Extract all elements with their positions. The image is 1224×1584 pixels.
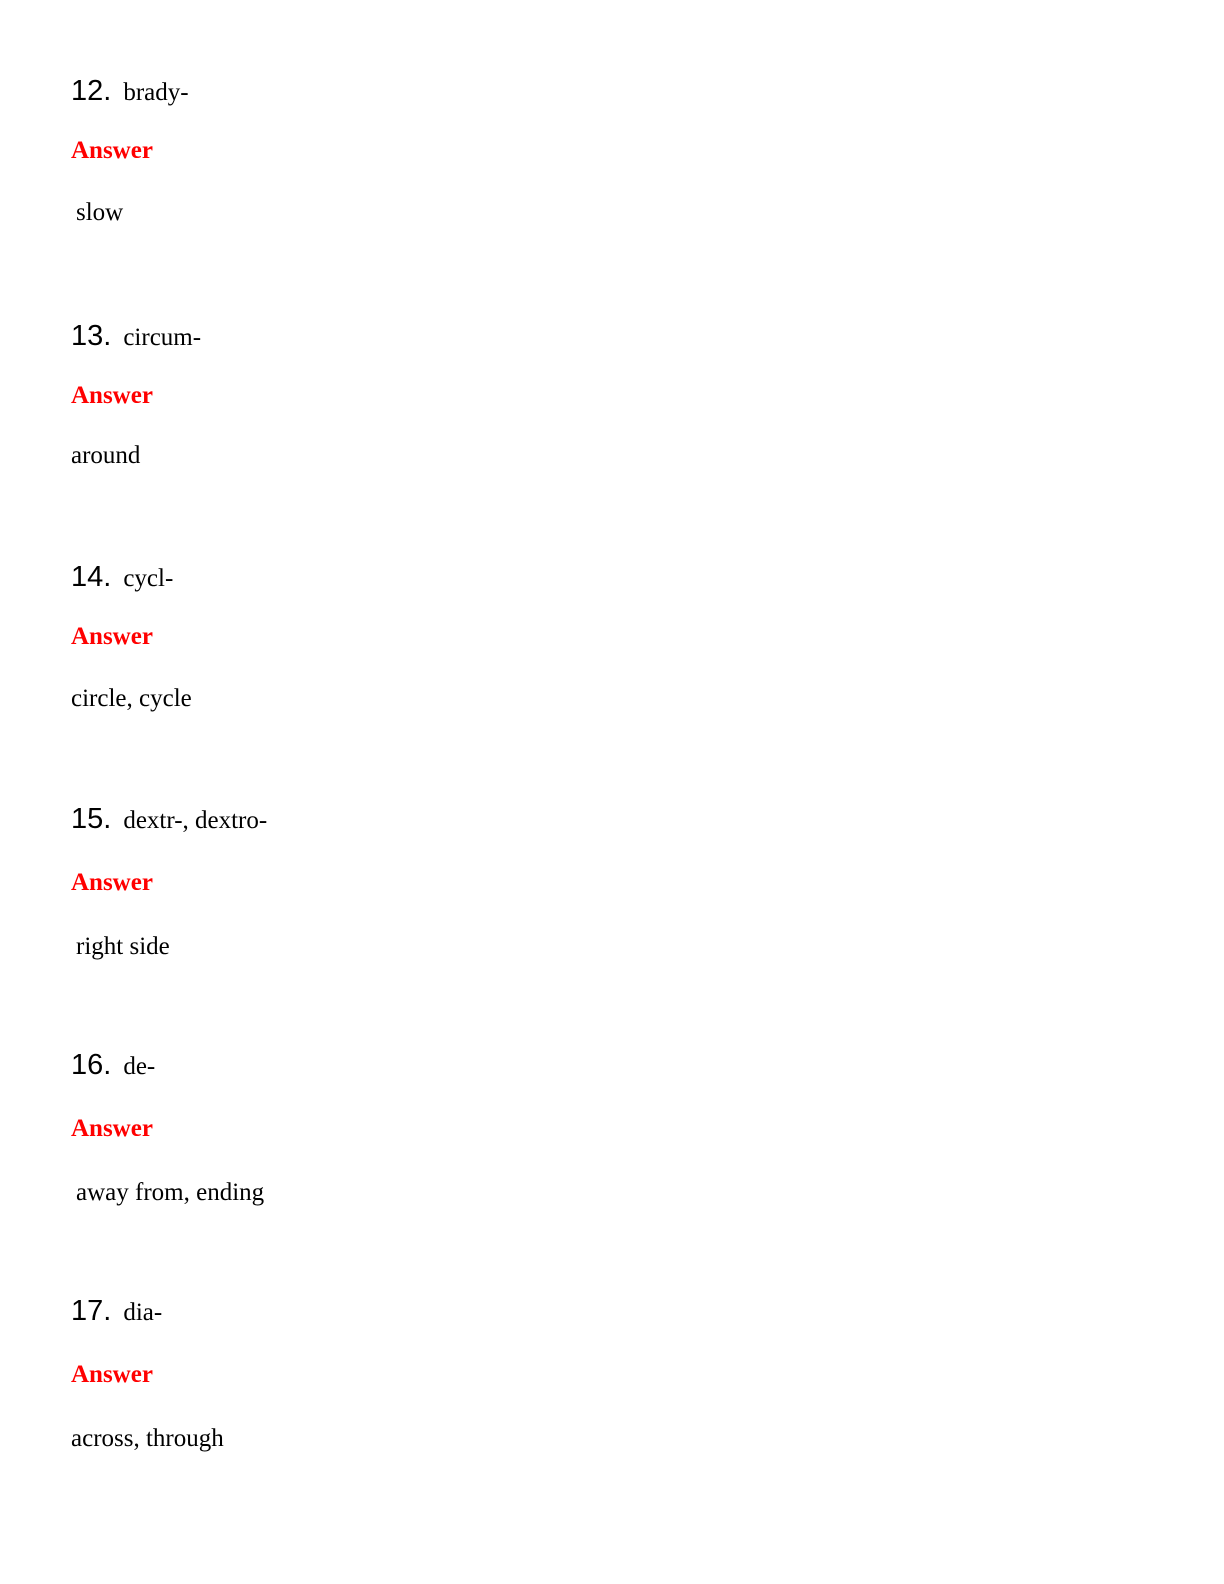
question-number-dot: .	[103, 803, 112, 835]
question-number: 16	[71, 1049, 104, 1081]
question-term: dextr-, dextro-	[123, 807, 268, 834]
answer-label: Answer	[71, 137, 153, 164]
question-number: 12	[71, 75, 104, 107]
answer-text: around	[71, 442, 141, 469]
question-number-dot: .	[103, 561, 112, 593]
answer-text: across, through	[71, 1425, 224, 1452]
question-item	[0, 1293, 1224, 1513]
question-term: brady-	[123, 79, 189, 106]
question-item	[0, 559, 1224, 779]
answer-text: right side	[76, 933, 170, 960]
question-item	[0, 318, 1224, 538]
question-term: cycl-	[123, 565, 174, 592]
question-number-dot: .	[103, 1295, 112, 1327]
question-line	[71, 801, 267, 837]
question-number: 17	[71, 1295, 104, 1327]
question-number-dot: .	[103, 320, 112, 352]
question-number: 14	[71, 561, 104, 593]
question-line	[71, 559, 173, 595]
answer-text: circle, cycle	[71, 685, 192, 712]
question-number: 13	[71, 320, 104, 352]
question-term: dia-	[123, 1299, 163, 1326]
answer-label: Answer	[71, 1361, 153, 1388]
question-number-dot: .	[103, 75, 112, 107]
question-number-dot: .	[103, 1049, 112, 1081]
question-number: 15	[71, 803, 104, 835]
question-item	[0, 73, 1224, 293]
answer-label: Answer	[71, 623, 153, 650]
answer-label: Answer	[71, 869, 153, 896]
answer-label: Answer	[71, 1115, 153, 1142]
question-line	[71, 73, 189, 109]
question-item	[0, 801, 1224, 1021]
question-line	[71, 1047, 155, 1083]
question-item	[0, 1047, 1224, 1267]
question-line	[71, 318, 201, 354]
question-line	[71, 1293, 162, 1329]
answer-text: slow	[76, 199, 124, 226]
answer-text: away from, ending	[76, 1179, 265, 1206]
question-term: de-	[123, 1053, 156, 1080]
answer-label: Answer	[71, 382, 153, 409]
question-term: circum-	[123, 324, 202, 351]
